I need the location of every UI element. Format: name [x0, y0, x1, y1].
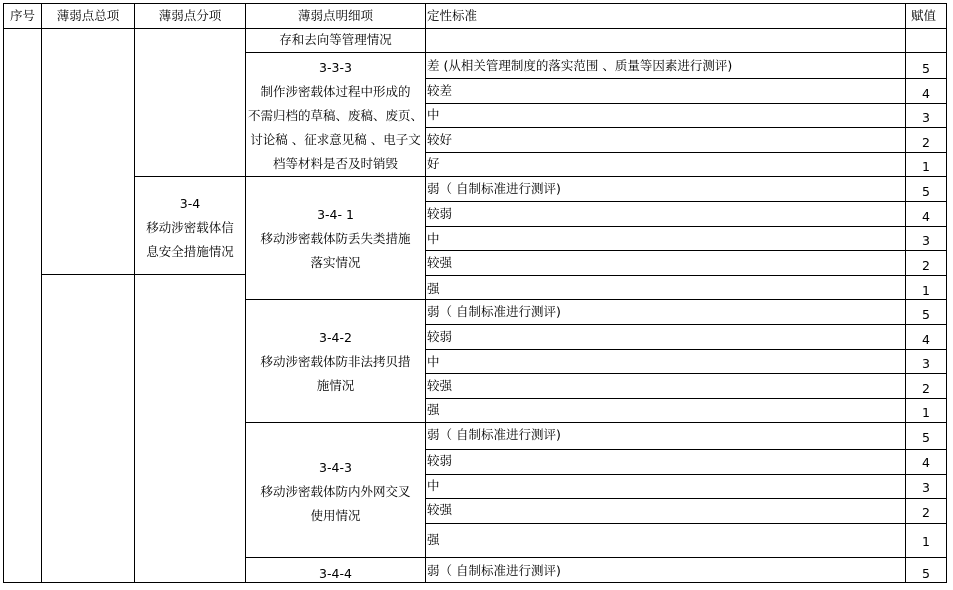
criteria-label: 强: [427, 402, 440, 417]
criteria-label: 较差: [427, 83, 453, 98]
grid-line: [425, 474, 947, 475]
grid-line: [425, 78, 947, 79]
detail-text: 落实情况: [310, 255, 361, 270]
criteria-label: 弱（ 自制标准进行测评): [427, 563, 561, 578]
grid-line: [425, 349, 947, 350]
grid-line: [245, 176, 947, 177]
score-value: 1: [922, 159, 930, 174]
criteria-label: 中: [427, 354, 440, 369]
criteria-label: 弱（ 自制标准进行测评): [427, 181, 561, 196]
criteria-label: 好: [427, 156, 440, 171]
grid-line: [425, 275, 947, 276]
score-value: 5: [922, 566, 930, 581]
criteria-label: 差 (从相关管理制度的落实范围 、质量等因素进行测评): [427, 58, 733, 73]
grid-line: [134, 3, 135, 582]
grid-line: [134, 176, 245, 177]
detail-text: 施情况: [316, 378, 355, 393]
criteria-label: 较强: [427, 378, 453, 393]
grid-line: [3, 3, 947, 4]
detail-text: 档等材料是否及时销毁: [272, 156, 398, 171]
criteria-label: 较强: [427, 255, 453, 270]
score-value: 2: [922, 258, 930, 273]
detail-text: 移动涉密载体防内外网交叉: [260, 484, 411, 499]
grid-line: [425, 523, 947, 524]
detail-text: 不需归档的草稿、废稿、废页、: [247, 108, 423, 123]
criteria-label: 较好: [427, 132, 453, 147]
score-value: 4: [922, 209, 930, 224]
header-seq: 序号: [9, 8, 35, 23]
grid-line: [425, 201, 947, 202]
detail-code: 3-4-2: [319, 330, 352, 345]
grid-line: [425, 373, 947, 374]
score-value: 3: [922, 233, 930, 248]
detail-text: 制作涉密载体过程中形成的: [260, 84, 411, 99]
score-value: 1: [922, 534, 930, 549]
detail-text: 移动涉密载体防丢失类措施: [260, 231, 411, 246]
score-value: 1: [922, 405, 930, 420]
criteria-label: 中: [427, 231, 440, 246]
grid-line: [425, 498, 947, 499]
detail-code: 3-4-3: [319, 460, 352, 475]
criteria-label: 较弱: [427, 206, 453, 221]
grid-line: [41, 274, 245, 275]
grid-line: [245, 52, 947, 53]
detail-text: 移动涉密载体防非法拷贝措: [260, 354, 411, 369]
grid-line: [245, 557, 947, 558]
sub-text: 息安全措施情况: [146, 244, 234, 259]
grid-line: [425, 226, 947, 227]
score-value: 5: [922, 307, 930, 322]
criteria-label: 弱（ 自制标准进行测评): [427, 427, 561, 442]
grid-line: [3, 3, 4, 582]
grid-line: [41, 3, 42, 582]
criteria-label: 较弱: [427, 329, 453, 344]
grid-line: [425, 152, 947, 153]
score-value: 1: [922, 283, 930, 298]
grid-line: [425, 3, 426, 582]
detail-text: 讨论稿 、征求意见稿 、电子文: [250, 132, 421, 147]
criteria-label: 弱（ 自制标准进行测评): [427, 304, 561, 319]
score-value: 2: [922, 505, 930, 520]
score-value: 5: [922, 184, 930, 199]
header-criteria: 定性标准: [427, 8, 478, 23]
grid-line: [425, 398, 947, 399]
detail-item-3-4-4: 3-4-4: [319, 566, 352, 581]
grid-line: [425, 127, 947, 128]
criteria-label: 强: [427, 281, 440, 296]
header-sub: 薄弱点分项: [158, 8, 222, 23]
grid-line: [425, 324, 947, 325]
grid-line: [425, 103, 947, 104]
score-value: 2: [922, 135, 930, 150]
criteria-label: 强: [427, 532, 440, 547]
criteria-label: 中: [427, 478, 440, 493]
score-value: 3: [922, 480, 930, 495]
header-detail: 薄弱点明细项: [297, 8, 373, 23]
sub-code: 3-4: [179, 196, 201, 211]
detail-code: 3-4- 1: [317, 207, 354, 222]
sub-item-3-4: [135, 192, 245, 264]
detail-text: 使用情况: [310, 508, 361, 523]
detail-continued: 存和去向等管理情况: [279, 32, 392, 47]
detail-item-3-4-1: [246, 203, 425, 275]
criteria-label: 较强: [427, 502, 453, 517]
score-value: 3: [922, 110, 930, 125]
header-score: 赋值: [911, 8, 937, 23]
detail-item-3-4-2: [246, 326, 425, 398]
score-value: 3: [922, 356, 930, 371]
score-value: 4: [922, 455, 930, 470]
grid-line: [245, 422, 947, 423]
header-total: 薄弱点总项: [56, 8, 120, 23]
grid-line: [245, 299, 947, 300]
sub-text: 移动涉密载体信: [146, 220, 234, 235]
detail-item-3-4-3: [246, 456, 425, 528]
score-value: 4: [922, 332, 930, 347]
criteria-label: 较弱: [427, 453, 453, 468]
grid-line: [425, 449, 947, 450]
grid-line: [425, 250, 947, 251]
score-value: 5: [922, 430, 930, 445]
grid-line: [3, 28, 947, 29]
grid-line: [946, 3, 947, 582]
criteria-label: 中: [427, 107, 440, 122]
detail-item-3-3-3: [246, 56, 425, 176]
score-value: 5: [922, 61, 930, 76]
detail-code: 3-3-3: [319, 60, 352, 75]
score-value: 4: [922, 86, 930, 101]
score-value: 2: [922, 381, 930, 396]
grid-line: [3, 582, 947, 583]
